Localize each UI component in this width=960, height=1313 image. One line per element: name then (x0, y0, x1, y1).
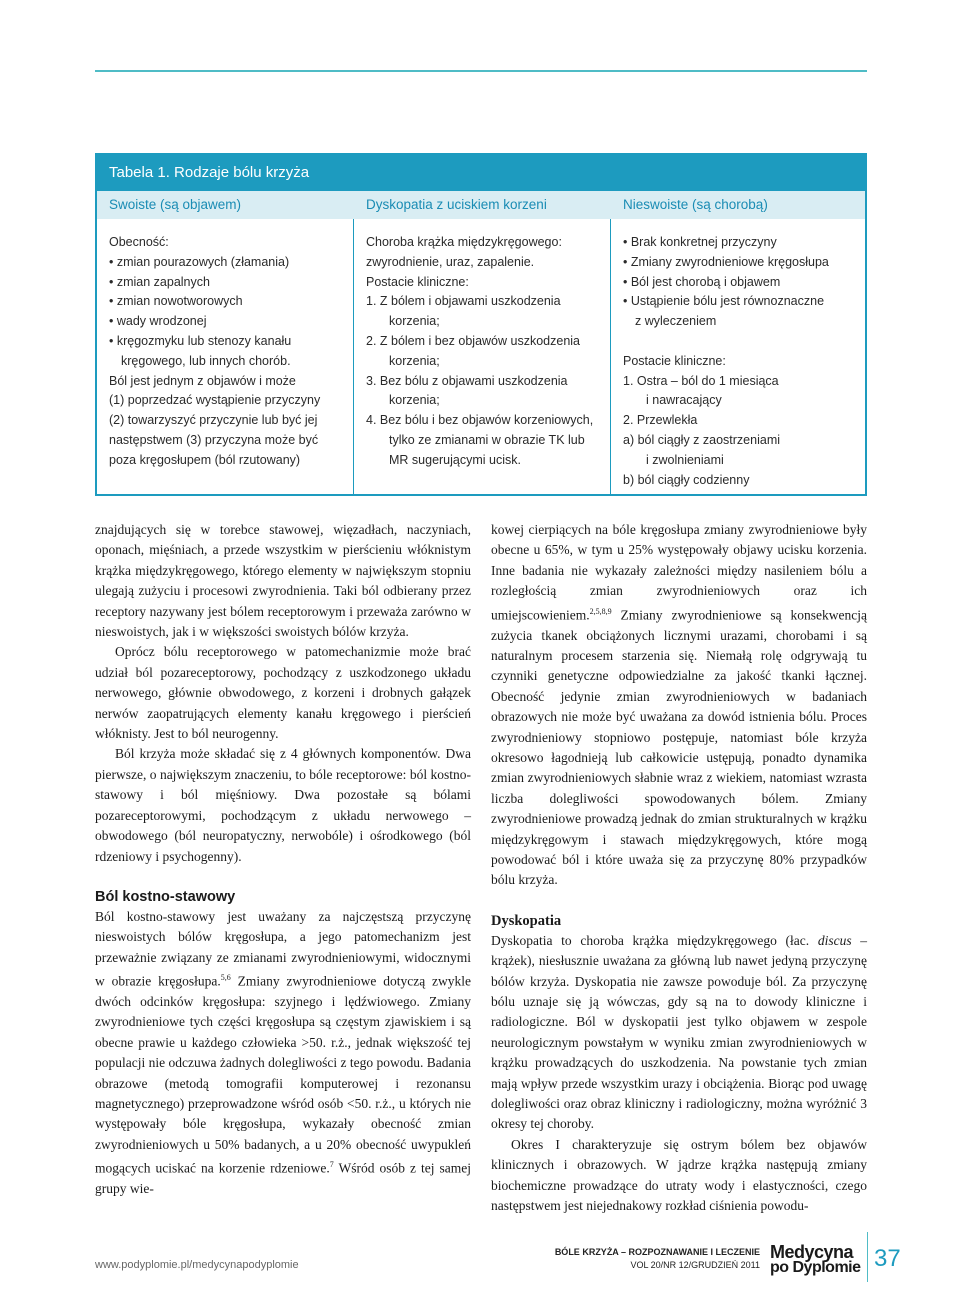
footer-section: BÓLE KRZYŻA – ROZPOZNAWANIE I LECZENIE (554, 1247, 760, 1257)
table-1 (95, 153, 867, 496)
table-line: • kręgozmyku lub stenozy kanału (109, 333, 292, 348)
header-nieswoiste: Nieswoiste (są chorobą) (623, 197, 768, 212)
top-rule (95, 70, 867, 72)
table-line: 4. Bez bólu i bez objawów korzeniowych, (366, 413, 594, 428)
col-nieswoiste (623, 233, 868, 490)
header-swoiste: Swoiste (są objawem) (109, 197, 242, 212)
paragraph: znajdujących się w torebce stawowej, więzadłach, naczyniach, oponach, mięśniach, a przede wszystkim w pierścieniu włóknistym krążka międzykręgowego, którego elementy w największym stopniu ulegają zużyciu i procesowi zwyrodnienia. Taki ból odbierany przez receptory nazywany jest bólem receptorowym i przeważa zarówno w nieswoistych, jak i w większości swoistych bólów krzyża. (95, 522, 471, 640)
col-dyskopatia (366, 233, 611, 471)
paragraph: Ból krzyża może składać się z 4 głównych komponentów. Dwa pierwsze, o największym znaczeniu, to bóle receptorowe: ból kostno-stawowy i ból mięśniowy. Dwa pozostałe są bólami pozareceptorowymi, pochodzącym z układu nerwowego – obwodowego (ból neuropatyczny, nerwobóle) i ośrodkowego (ból rdzeniowy i psychogenny). (95, 746, 471, 864)
page-number: 37 (874, 1245, 901, 1272)
journal-logo: Medycyna po Dyplomie (770, 1242, 861, 1276)
table-line: • zmian zapalnych (109, 274, 210, 289)
table-line: • Brak konkretnej przyczyny (623, 235, 777, 249)
table-line: kręgowego, lub innych chorób. (121, 353, 291, 368)
table-line: • Ustąpienie bólu jest równoznaczne (623, 294, 825, 309)
table-line: 1. Ostra – ból do 1 miesiąca (623, 373, 779, 388)
paragraph: Okres I charakteryzuje się ostrym bólem bez objawów klinicznych i obrazowych. W jądrze krążka następują zmiany biochemiczne prowadzące do utraty wody i elastyczności, czego następstwem jest niejednakowy rozkład ciśnienia powodu- (491, 1136, 867, 1214)
table-line: (1) poprzedzać wystąpienie przyczyny (109, 393, 321, 408)
table-line: Postacie kliniczne: (623, 353, 726, 368)
table-line: 3. Bez bólu z objawami uszkodzenia (366, 373, 568, 388)
table-line: Choroba krążka międzykręgowego: (366, 235, 562, 249)
paragraph: kowej cierpiących na bóle kręgosłupa zmiany zwyrodnieniowe były obecne u 65%, w tym u 25% występowały objawy ucisku korzenia. Inne badania nie wykazały zależności między nasileniem bólu a rozległością zmian zwyrodnieniowych oraz ich umiejscowieniem.$^{2,5,8,9}$ Zmiany zwyrodnieniowe są konsekwencją zużycia tkanek obciążonych licznymi urazami, chorobami i są naturalnym procesem starzenia się. Niemałą rolę odgrywają tu czynniki genetyczne odpowiedzialne za jakość tkanki łącznej. Obecność jedynie zmian zwyrodnieniowych w badaniach obrazowych nie może być uważana za dowód istnienia bólu. Proces zwyrodnieniowy stopniowo postępuje, natomiast bóle krzyża okresowo łagodnieją lub całkowicie ustępują, ponadto dynamika zmian zwyrodnieniowych słabnie wraz z wiekiem, natomiast wzrasta liczba dolegliwości spowodowanych bólem. Zmiany zwyrodnieniowe prowadzą jednak do zmian strukturalnych w krążku międzykręgowym i stawach międzykręgowych, które mogą powodować ból i które uważa się za przyczynę 80% przypadków bólu krzyża. (491, 522, 867, 888)
paragraph: Dyskopatia to choroba krążka międzykręgowego (łac. discus – krążek), niesłusznie uważana za główną lub nawet jedyną przyczynę bólów krzyża. Dyskopatia nie zawsze powoduje ból. Za przyczynę bólu uznaje się ją wówczas, gdy są na to dowody kliniczne i radiologiczne. Ból w dyskopatii jest tylko objawem w zespole neurologicznym powstałym w wyniku zmian zwyrodnieniowych w krążku prowadzących do uszkodzenia. Na powstanie tych zmian mają wpływ przede wszystkim urazy i obciążenia. Biorąc pod uwagę dolegliwości oraz obraz kliniczny i radiologiczny, można wyróżnić 3 okresy tej choroby. (491, 932, 868, 1132)
table-line: korzenia; (389, 393, 440, 408)
table-line: i nawracający (646, 393, 722, 408)
header-dyskopatia: Dyskopatia z uciskiem korzeni (366, 197, 547, 212)
section-heading: Ból kostno-stawowy (95, 888, 236, 905)
table-line: 2. Z bólem i bez objawów uszkodzenia (366, 333, 581, 348)
table-line (623, 332, 868, 352)
table-line: (2) towarzyszyć przyczynie lub być jej (109, 413, 318, 428)
table-line: następstwem (3) przyczyna może być (109, 432, 319, 447)
section-heading: Dyskopatia (491, 912, 562, 929)
table-line: tylko ze zmianami w obrazie TK lub (389, 432, 585, 447)
table-line: • Ból jest chorobą i objawem (623, 274, 781, 289)
table-line: • Zmiany zwyrodnieniowe kręgosłupa (623, 254, 829, 269)
table-line: b) ból ciągły codzienny (623, 472, 750, 487)
table-line: poza kręgosłupem (ból rzutowany) (109, 452, 301, 467)
page-divider (867, 1232, 868, 1282)
footer-url[interactable]: www.podyplomie.pl/medycynapodyplomie (95, 1259, 299, 1271)
table-line: i zwolnieniami (646, 452, 724, 467)
paragraph: Oprócz bólu receptorowego w patomechanizmie może brać udział ból pozareceptorowy, pochodzący z uszkodzonego układu nerwowego, głównie obwodowego, z korzeni i drobnych gałązek nerwów zaopatrujących elementy kanału kręgowego i pierścień włóknisty. Jest to ból neurogenny. (95, 644, 471, 742)
table-title: Tabela 1. Rodzaje bólu krzyża (97, 155, 865, 191)
table-line: 1. Z bólem i objawami uszkodzenia (366, 294, 561, 309)
table-line: Obecność: (109, 235, 169, 249)
table-line: zwyrodnienie, uraz, zapalenie. (366, 254, 535, 269)
table-line: Ból jest jednym z objawów i może (109, 373, 296, 388)
col-swoiste (109, 233, 354, 471)
table-line: • zmian pourazowych (złamania) (109, 254, 290, 269)
footer-issue: VOL 20/NR 12/GRUDZIEŃ 2011 (630, 1260, 760, 1270)
table-line: korzenia; (389, 353, 440, 368)
paragraph: Ból kostno-stawowy jest uważany za najczęstszą przyczynę nieswoistych bólów kręgosłupa, a jego patomechanizm jest przeważnie związany ze zmianami zwyrodnieniowymi, widocznymi w obrazie kręgosłupa.$^{5,6}$ Zmiany zwyrodnieniowe dotyczą zwykle dwóch odcinków kręgosłupa: szyjnego i lędźwiowego. Zmiany zwyrodnieniowe tych części kręgosłupa są częstym zjawiskiem i są obecne prawie u każdego człowieka >50. r.ż., jednak większość tej populacji nie odczuwa żadnych dolegliwości z tego powodu. Badania obrazowe (metodą tomografii komputerowej i rezonansu magnetycznego) przeprowadzone wśród osób <50. r.ż., u których nie występowały bóle kręgosłupa, wykazały obecność zmian zwyrodnieniowych u 50% badanych, a u 20% obecność uwypukleń mogących uciskać na korzenie rdzeniowe.$^7$ Wśród osób z tej samej grupy wie- (95, 908, 472, 1197)
right-column (491, 520, 867, 1217)
table-line: Postacie kliniczne: (366, 274, 469, 289)
table-header-row (97, 191, 865, 219)
table-line: MR sugerującymi ucisk. (389, 452, 521, 467)
table-line: korzenia; (389, 314, 440, 329)
table-line: 2. Przewlekła (623, 413, 698, 428)
table-line: • wady wrodzonej (109, 314, 207, 329)
left-column (95, 520, 471, 1200)
footer-meta (520, 1247, 760, 1270)
table-line: • zmian nowotworowych (109, 294, 243, 309)
table-line: a) ból ciągły z zaostrzeniami (623, 432, 781, 447)
table-line: z wyleczeniem (635, 314, 717, 329)
